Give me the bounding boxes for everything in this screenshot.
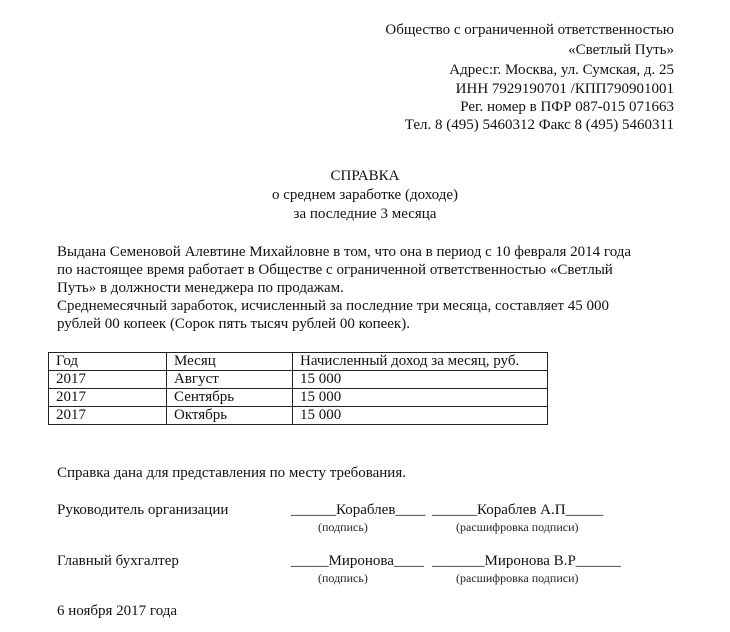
- table-cell-year: 2017: [49, 371, 167, 389]
- org-address: Адрес:г. Москва, ул. Сумская, д. 25: [449, 62, 674, 78]
- body-line-3: Путь» в должности менеджера по продажам.: [57, 280, 344, 296]
- org-name-line1: Общество с ограниченной ответственностью: [385, 22, 674, 38]
- accountant-decoding-caption: (расшифровка подписи): [456, 571, 579, 585]
- body-line-2: по настоящее время работает в Обществе с ограниченной ответственностью «Светлый: [57, 262, 613, 278]
- table-row: [49, 371, 548, 389]
- body-line-1: Выдана Семеновой Алевтине Михайловне в том, что она в период с 10 февраля 2014 года: [57, 244, 632, 260]
- table-cell-income: 15 000: [293, 407, 548, 425]
- table-cell-month: Август: [167, 371, 293, 389]
- director-decoding-caption: (расшифровка подписи): [456, 520, 579, 534]
- table-header-cell: Месяц: [167, 353, 293, 371]
- table-row: [49, 407, 548, 425]
- org-name-line2: «Светлый Путь»: [568, 42, 674, 58]
- table-cell-month: Сентябрь: [167, 389, 293, 407]
- director-signature-decoding: ______Кораблев А.П_____: [432, 502, 604, 518]
- table-header-cell: Год: [49, 353, 167, 371]
- document-date: 6 ноября 2017 года: [57, 603, 178, 619]
- document-subtitle-2: за последние 3 месяца: [293, 206, 437, 222]
- table-cell-year: 2017: [49, 389, 167, 407]
- table-header-row: [49, 353, 548, 371]
- document-title: СПРАВКА: [330, 168, 400, 184]
- accountant-signature-caption: (подпись): [318, 571, 368, 585]
- director-signature-caption: (подпись): [318, 520, 368, 534]
- org-inn-kpp: ИНН 7929190701 /КПП790901001: [455, 81, 674, 97]
- table-header-cell: Начисленный доход за месяц, руб.: [293, 353, 548, 371]
- signatory-role-accountant: Главный бухгалтер: [57, 553, 179, 569]
- org-phone-fax: Тел. 8 (495) 5460312 Факс 8 (495) 5460311: [404, 117, 674, 133]
- table-cell-income: 15 000: [293, 389, 548, 407]
- document-subtitle-1: о среднем заработке (доходе): [271, 187, 458, 203]
- director-signature: ______Кораблев____: [291, 502, 426, 518]
- body-line-5: рублей 00 копеек (Сорок пять тысяч рублей 00 копеек).: [57, 316, 410, 332]
- signatory-role-director: Руководитель организации: [57, 502, 229, 518]
- income-table: [48, 352, 548, 425]
- org-pfr-number: Рег. номер в ПФР 087-015 071663: [460, 99, 674, 115]
- table-cell-month: Октябрь: [167, 407, 293, 425]
- accountant-signature-decoding: _______Миронова В.Р______: [432, 553, 621, 569]
- body-line-4: Среднемесячный заработок, исчисленный за последние три месяца, составляет 45 000: [57, 298, 610, 314]
- table-cell-income: 15 000: [293, 371, 548, 389]
- table-row: [49, 389, 548, 407]
- accountant-signature: _____Миронова____: [291, 553, 424, 569]
- purpose-text: Справка дана для представления по месту требования.: [57, 465, 406, 481]
- table-cell-year: 2017: [49, 407, 167, 425]
